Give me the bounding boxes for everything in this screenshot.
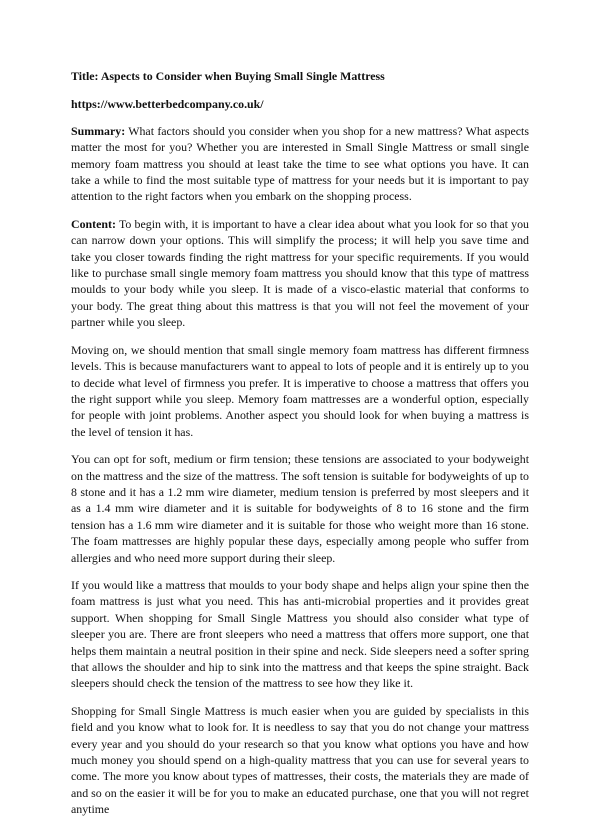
body-paragraph-tension: You can opt for soft, medium or firm tension; these tensions are associated to your bodyweight on the mattress and the size of the mattress. The soft tension is suitable for bodyweights of up to 8 stone and it has a 1.2 mm wire diameter, medium tension is preferred by most sleepers and it as a 1.4 mm wire diameter and it is suitable for bodyweights of 8 to 16 stone and the firm tension has a 1.6 mm wire diameter and it is suitable for those who weight more than 16 stone. The foam mattresses are highly popular these days, especially among people who suffer from allergies and who need more support during their sleep. [71, 452, 529, 565]
summary-paragraph [71, 123, 529, 205]
body-paragraph-firmness: Moving on, we should mention that small single memory foam mattress has different firmness levels. This is because manufacturers want to appeal to lots of people and it is entirely up to you to decide what level of firmness you prefer. It is imperative to choose a mattress that offers you the right support while you sleep. Memory foam mattresses are a wonderful option, especially for people with joint problems. Another aspect you should look for when buying a mattress is the level of tension it has. [71, 342, 529, 439]
body-paragraph-sleeper-type: If you would like a mattress that moulds to your body shape and helps align your spine then the foam mattress is just what you need. This has anti-microbial properties and it provides great support. When shopping for Small Single Mattress you should also consider what type of sleeper you are. There are front sleepers who need a mattress that offers more support, one that helps them maintain a neutral position in their spine and neck. Side sleepers need a softer spring that allows the shoulder and hip to sink into the mattress and that keeps the spine straight. Back sleepers should check the tension of the mattress to see how they like it. [71, 577, 529, 691]
content-paragraph [71, 216, 529, 331]
content-label: Content: [71, 216, 116, 231]
document-url: https://www.betterbedcompany.co.uk/ [71, 97, 264, 112]
content-text: To begin with, it is important to have a clear idea about what you look for so that you can narrow down your options. This will simplify the process; it will help you save time and take you closer towards finding the right mattress for your specific requirements. If you would like to purchase small single memory foam mattress you should know that this type of mattress moulds to your body while you sleep. It is made of a visco-elastic material that conforms to your body. The great thing about this mattress is that you will not feel the movement of your partner while you sleep. [71, 216, 530, 330]
body-paragraph-shopping: Shopping for Small Single Mattress is much easier when you are guided by specialists in this field and you know what to look for. It is needless to say that you do not change your mattress every year and you should do your research so that you know what options you have and how much money you should spend on a high-quality mattress that you can use for several years to come. The more you know about types of mattresses, their costs, the materials they are made of and so on the easier it will be for you to make an educated purchase, one that you will not regret anytime [71, 703, 529, 817]
summary-text: What factors should you consider when you shop for a new mattress? What aspects matter the most for you? Whether you are interested in Small Single Mattress or small single memory foam mattress you should at least take the time to see what options you have. It can take a while to find the most suitable type of mattress for your needs but it is important to pay attention to the right factors when you embark on the shopping process. [71, 123, 529, 204]
document-title: Title: Aspects to Consider when Buying Small Single Mattress [71, 69, 385, 83]
summary-label: Summary: [71, 123, 126, 138]
